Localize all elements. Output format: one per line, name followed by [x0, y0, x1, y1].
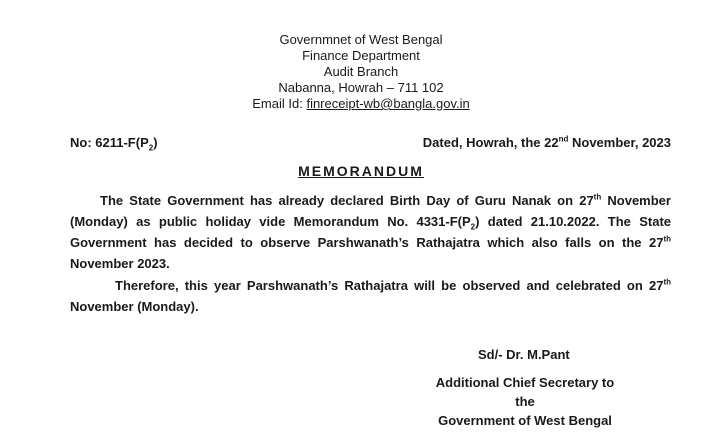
- letterhead: [0, 32, 722, 112]
- designation-line-1: Additional Chief Secretary to the: [435, 375, 615, 409]
- memo-number: [70, 135, 158, 151]
- signatory-designation: [425, 373, 625, 430]
- address: Nabanna, Howrah – 711 102: [278, 80, 444, 95]
- p2-text-a: Therefore, this year Parshwanath’s Rathajatra will be observed and celebrated on 27: [115, 278, 664, 293]
- email-label: Email Id:: [252, 96, 307, 111]
- memo-title: MEMORANDUM: [298, 163, 424, 179]
- branch-name: Audit Branch: [323, 64, 399, 79]
- memo-number-sub: 2: [148, 143, 154, 153]
- paragraph-1: [70, 190, 671, 274]
- p1-sup-2: th: [663, 234, 671, 244]
- p1-text-d: November 2023.: [70, 256, 170, 271]
- signatory-name: Sd/- Dr. M.Pant: [478, 347, 570, 362]
- paragraph-2: [70, 275, 671, 317]
- memo-date-month: November, 2023: [568, 135, 671, 150]
- memo-date: [423, 135, 671, 151]
- email-link[interactable]: finreceipt-wb@bangla.gov.in: [306, 96, 470, 111]
- memo-number-close: ): [153, 135, 158, 150]
- p1-text-c: ) dated 21.10.2022. The State Government has decided to observe Parshwanath’s Rathajatra which also falls on the 27: [70, 214, 672, 250]
- p1-text-a: The State Government has already declared Birth Day of Guru Nanak on 27: [100, 193, 594, 208]
- p1-sup-1: th: [593, 192, 602, 202]
- p2-text-b: November (Monday).: [70, 299, 199, 314]
- memo-date-text: Dated, Howrah, the 22: [422, 135, 559, 150]
- memo-number-text: No: 6211-F(P: [70, 135, 149, 150]
- p2-sup-1: th: [663, 277, 671, 287]
- designation-line-2: Government of West Bengal: [438, 413, 612, 428]
- memo-date-sup: nd: [558, 134, 569, 144]
- p1-text-b: November (Monday) as public holiday vide Memorandum No. 4331-F(P: [70, 193, 671, 229]
- p1-sub-1: 2: [470, 222, 476, 232]
- department-name: Finance Department: [302, 48, 420, 63]
- govt-name: Governmnet of West Bengal: [279, 32, 443, 47]
- email-row: [0, 96, 722, 112]
